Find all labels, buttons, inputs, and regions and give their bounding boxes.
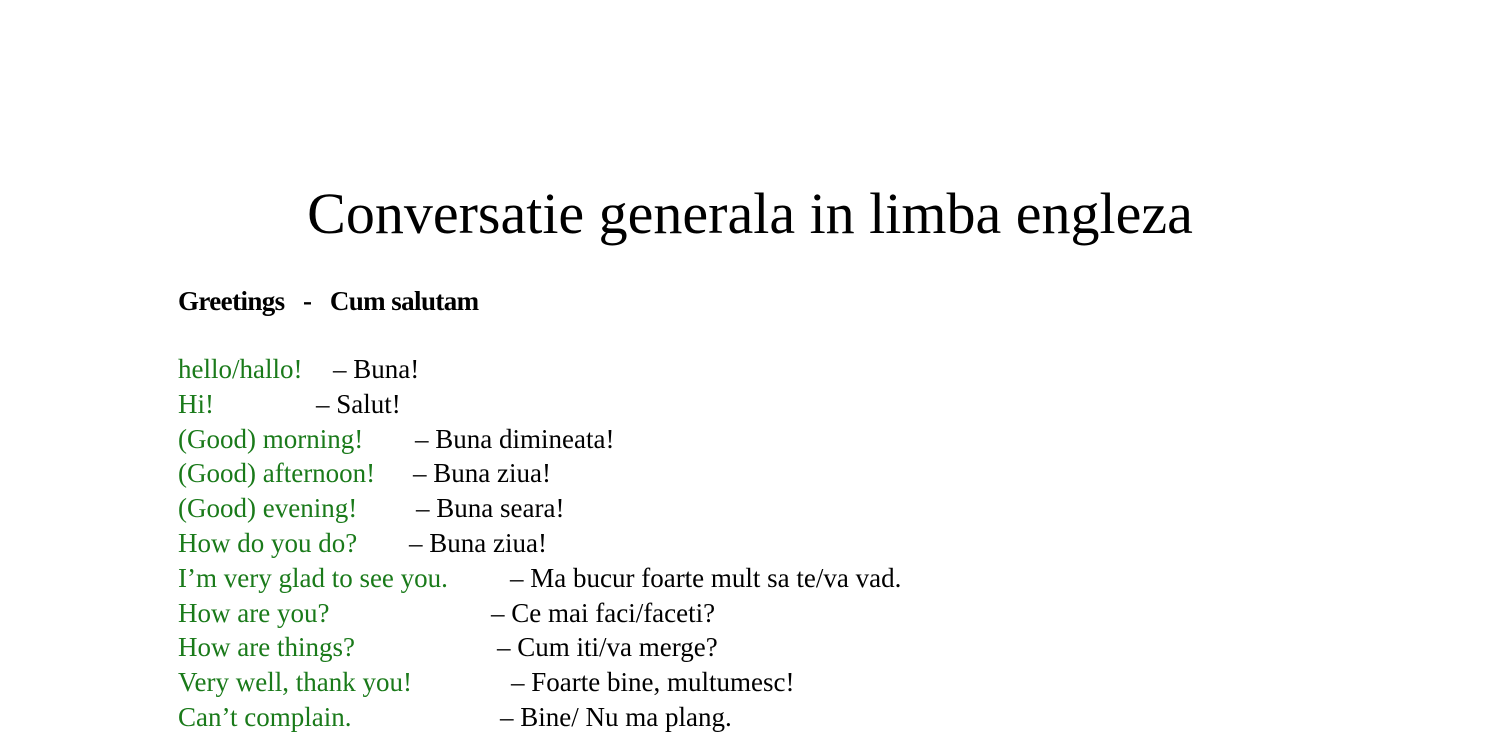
romanian-translation: – Ce mai faci/faceti? bbox=[491, 597, 716, 628]
romanian-translation: – Salut! bbox=[316, 388, 401, 419]
english-phrase: (Good) evening! bbox=[178, 493, 358, 524]
romanian-translation: – Cum iti/va merge? bbox=[497, 632, 718, 663]
english-phrase: How do you do? bbox=[178, 527, 358, 558]
english-phrase: (Good) afternoon! bbox=[178, 458, 376, 489]
english-phrase: How are you? bbox=[178, 597, 330, 628]
english-phrase: I’m very glad to see you. bbox=[178, 562, 448, 593]
document-title: Conversatie generala in limba engleza bbox=[307, 181, 1193, 246]
english-phrase: Can’t complain. bbox=[178, 701, 352, 732]
romanian-translation: – Buna! bbox=[333, 354, 420, 384]
romanian-translation: – Foarte bine, multumesc! bbox=[511, 667, 795, 698]
english-phrase: Hi! bbox=[178, 388, 214, 419]
english-phrase: hello/hallo! bbox=[178, 354, 303, 384]
section-heading: Greetings - Cum salutam bbox=[178, 286, 479, 316]
english-phrase: Very well, thank you! bbox=[178, 667, 412, 698]
english-phrase: How are things? bbox=[178, 632, 355, 663]
romanian-translation: – Buna ziua! bbox=[413, 458, 551, 489]
romanian-translation: – Ma bucur foarte mult sa te/va vad. bbox=[510, 562, 902, 593]
romanian-translation: – Buna dimineata! bbox=[415, 423, 615, 454]
english-phrase: (Good) morning! bbox=[178, 423, 364, 454]
romanian-translation: – Buna ziua! bbox=[409, 527, 547, 558]
romanian-translation: – Buna seara! bbox=[416, 493, 565, 524]
romanian-translation: – Bine/ Nu ma plang. bbox=[500, 701, 732, 732]
